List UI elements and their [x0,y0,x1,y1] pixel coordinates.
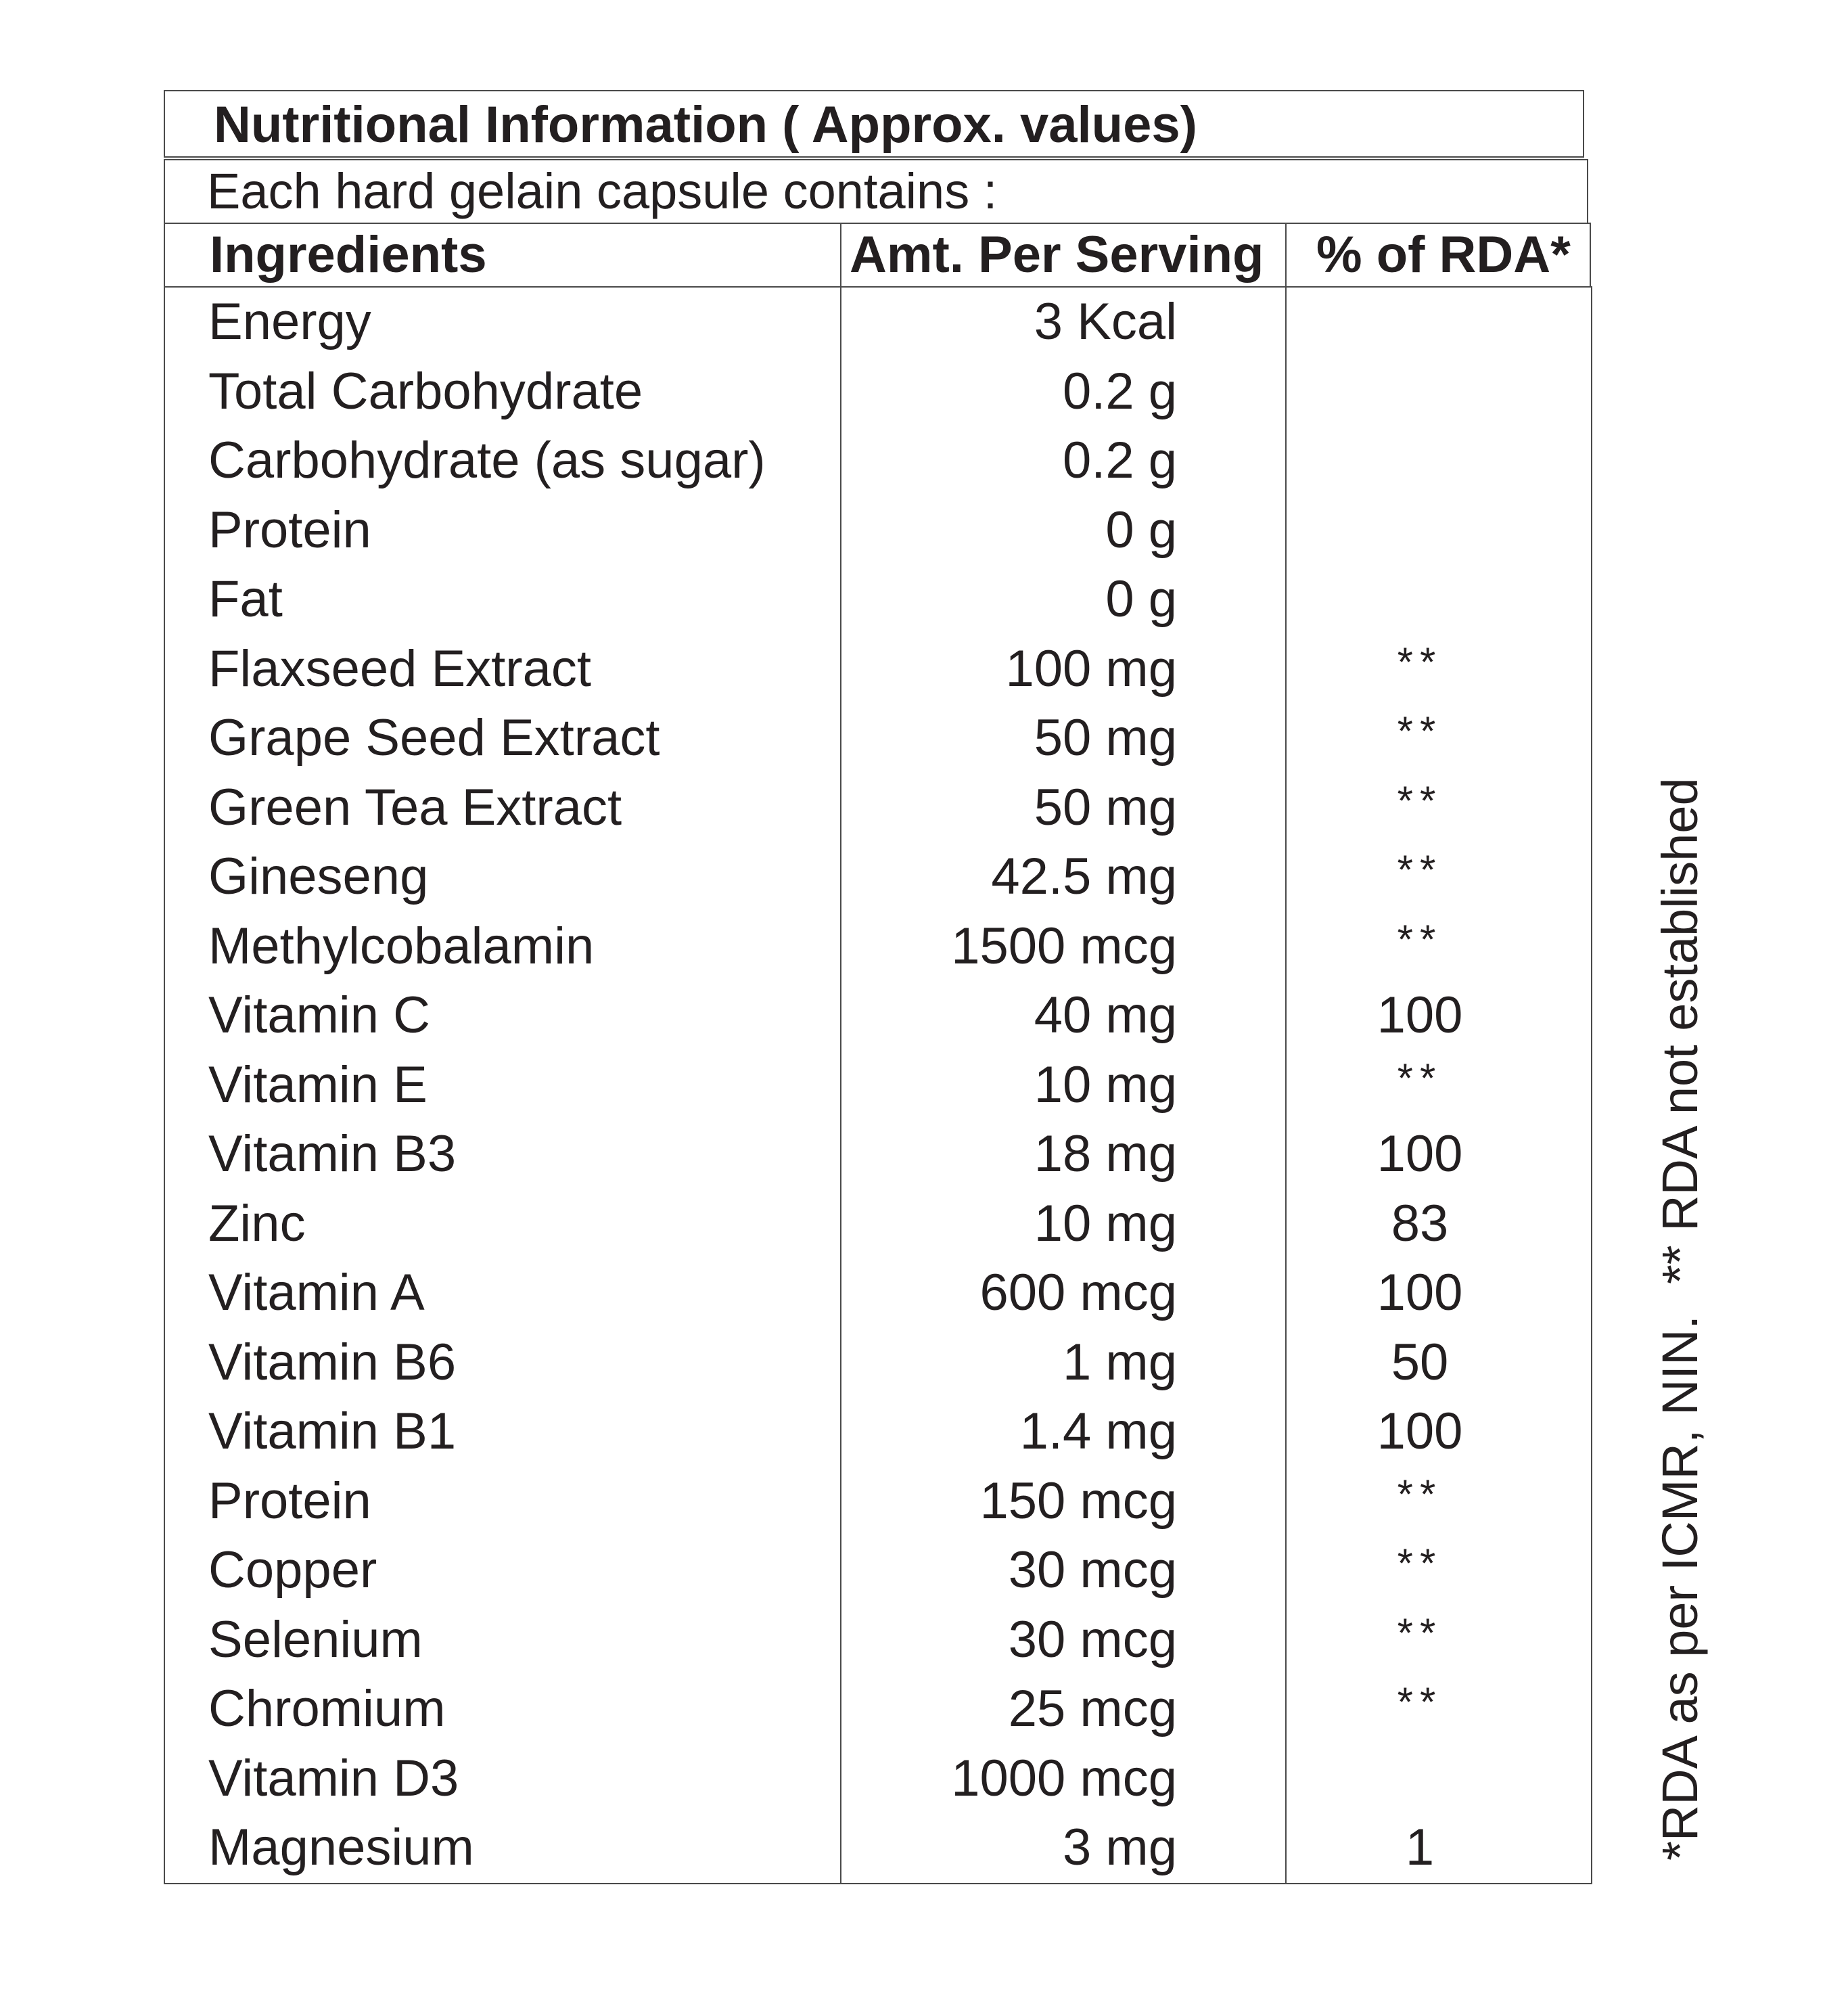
ingredient-amount: 10 mg [1034,1055,1177,1114]
title-box [164,90,1584,158]
ingredient-amount: 150 mcg [979,1472,1177,1530]
ingredient-amount: 0.2 g [1062,362,1177,420]
ingredient-amount: 0 g [1105,570,1177,628]
ingredient-name: Fat [208,570,283,628]
ingredient-rda: ** [1397,847,1443,892]
table-rows [165,288,1591,1883]
column-divider [840,224,841,286]
ingredient-rda: ** [1397,1610,1443,1656]
ingredient-name: Green Tea Extract [208,778,622,836]
ingredient-amount: 1000 mcg [951,1749,1177,1807]
footnote-rda-source: *RDA as per ICMR, NIN. [1652,1315,1708,1861]
table-body [164,286,1592,1884]
header-rda: % of RDA* [1316,226,1571,283]
ingredient-rda: 100 [1377,986,1463,1044]
ingredient-name: Zinc [208,1194,306,1252]
ingredient-amount: 600 mcg [979,1264,1177,1321]
ingredient-rda: 50 [1391,1333,1449,1391]
ingredient-name: Selenium [208,1610,423,1668]
ingredient-amount: 30 mcg [1008,1541,1177,1599]
ingredient-amount: 1.4 mg [1019,1403,1177,1460]
table-row [165,1051,1591,1120]
ingredient-amount: 42.5 mg [991,848,1177,905]
ingredient-name: Protein [208,1472,371,1530]
table-row [165,842,1591,912]
table-row [165,1328,1591,1398]
ingredient-name: Vitamin B6 [208,1333,457,1391]
ingredient-rda: ** [1397,1679,1443,1725]
ingredient-amount: 50 mg [1034,709,1177,767]
ingredient-amount: 18 mg [1034,1125,1177,1183]
table-row [165,357,1591,427]
ingredient-amount: 40 mg [1034,986,1177,1044]
ingredient-amount: 1500 mcg [951,917,1177,975]
ingredient-rda [1287,426,1553,496]
table-row [165,496,1591,566]
table-row [165,912,1591,982]
ingredient-name: Vitamin B3 [208,1125,457,1183]
ingredient-name: Vitamin E [208,1055,428,1114]
ingredient-name: Chromium [208,1680,446,1737]
ingredient-rda: 100 [1377,1125,1463,1183]
ingredient-rda: ** [1397,639,1443,685]
ingredient-name: Vitamin B1 [208,1403,457,1460]
table-row [165,1397,1591,1467]
ingredient-rda [1287,357,1553,427]
ingredient-amount: 100 mg [1005,639,1177,698]
ingredient-rda [1287,1744,1553,1814]
ingredient-name: Energy [208,293,371,350]
header-ingredients: Ingredients [210,226,487,283]
ingredient-name: Grape Seed Extract [208,709,660,767]
ingredient-rda: 83 [1391,1194,1449,1252]
ingredient-name: Protein [208,501,371,559]
table-row [165,1536,1591,1606]
table-row [165,1189,1591,1259]
ingredient-amount: 1 mg [1063,1333,1177,1391]
ingredient-name: Copper [208,1541,377,1599]
table-row [165,1606,1591,1675]
table-row [165,981,1591,1051]
nutrition-panel [164,90,1592,1884]
ingredient-name: Vitamin C [208,986,431,1044]
table-row [165,1813,1591,1883]
table-row [165,288,1591,357]
table-header [164,223,1591,288]
ingredient-name: Vitamin A [208,1264,425,1321]
table-row [165,635,1591,704]
ingredient-name: Carbohydrate (as sugar) [208,432,766,489]
table-row [165,704,1591,773]
ingredient-name: Flaxseed Extract [208,639,591,698]
panel-subtitle: Each hard gelain capsule contains : [207,163,998,219]
ingredient-amount: 3 mg [1063,1819,1177,1876]
ingredient-rda: ** [1397,1055,1443,1101]
ingredient-rda [1287,288,1553,357]
ingredient-name: Magnesium [208,1819,474,1876]
ingredient-rda [1287,565,1553,635]
ingredient-amount: 10 mg [1034,1194,1177,1252]
ingredient-amount: 50 mg [1034,778,1177,836]
table-row [165,426,1591,496]
table-row [165,1744,1591,1814]
column-divider [1285,224,1287,286]
table-row [165,1467,1591,1537]
ingredient-amount: 30 mcg [1008,1610,1177,1668]
table-row [165,1675,1591,1744]
ingredient-rda: ** [1397,1471,1443,1517]
ingredient-rda: ** [1397,916,1443,962]
ingredient-rda: 100 [1377,1264,1463,1321]
ingredient-name: Vitamin D3 [208,1749,459,1807]
table-row [165,773,1591,843]
footnote-rda-not-established: ** RDA not established [1652,777,1708,1285]
ingredient-rda [1287,496,1553,566]
subtitle-box [164,159,1588,224]
ingredient-rda: ** [1397,1541,1443,1586]
ingredient-name: Total Carbohydrate [208,362,643,420]
ingredient-rda: ** [1397,777,1443,823]
ingredient-name: Methylcobalamin [208,917,595,975]
ingredient-amount: 25 mcg [1008,1680,1177,1737]
ingredient-amount: 0.2 g [1062,432,1177,489]
ingredient-rda: 1 [1405,1819,1435,1876]
table-row [165,565,1591,635]
ingredient-amount: 3 Kcal [1034,293,1177,350]
panel-title: Nutritional Information ( Approx. values) [214,96,1197,154]
table-row [165,1120,1591,1189]
table-row [165,1258,1591,1328]
ingredient-rda: 100 [1377,1403,1463,1460]
ingredient-amount: 0 g [1105,501,1177,559]
ingredient-name: Gineseng [208,848,429,905]
header-amount: Amt. Per Serving [850,226,1264,283]
rda-footnote [1652,777,1709,1861]
ingredient-rda: ** [1397,708,1443,754]
